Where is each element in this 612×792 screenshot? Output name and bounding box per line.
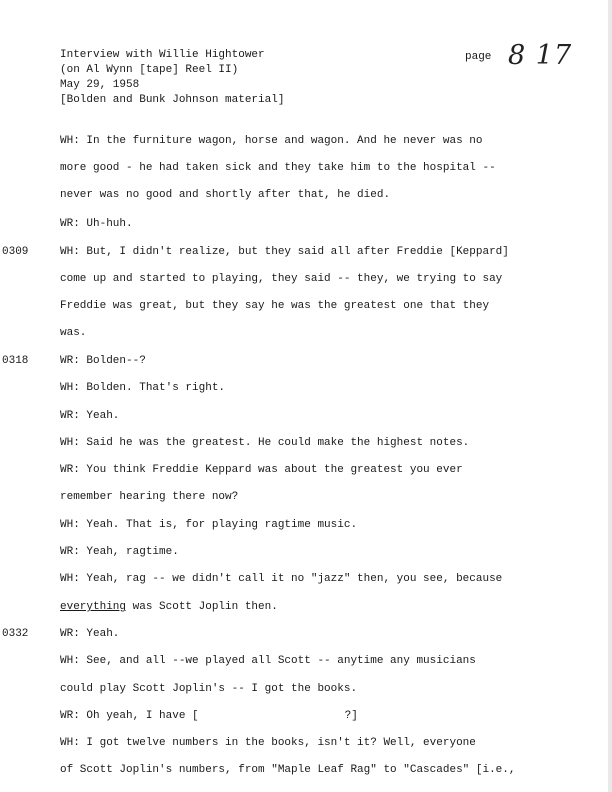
header-date: May 29, 1958 bbox=[60, 79, 140, 91]
transcript-line: WR: Bolden--? bbox=[60, 355, 146, 367]
handwritten-page-number: 8 17 bbox=[508, 40, 573, 71]
document-header bbox=[60, 48, 284, 108]
timecode: 0309 bbox=[2, 246, 29, 258]
transcript-line: WR: Yeah. bbox=[60, 628, 120, 640]
transcript-line: WH: But, I didn't realize, but they said all after Freddie [Keppard] bbox=[60, 246, 509, 258]
transcript-line: remember hearing there now? bbox=[60, 491, 239, 503]
header-tape-reference: (on Al Wynn [tape] Reel II) bbox=[60, 64, 239, 76]
line-start: WR: Oh yeah, I have [ bbox=[60, 710, 199, 722]
transcript-line: WH: See, and all --we played all Scott -- anytime any musicians bbox=[60, 655, 476, 667]
header-title: Interview with Willie Hightower bbox=[60, 49, 265, 61]
scan-edge bbox=[608, 0, 612, 792]
transcript-line: come up and started to playing, they said -- they, we trying to say bbox=[60, 273, 503, 285]
transcript-line: never was no good and shortly after that, he died. bbox=[60, 189, 391, 201]
line-end: ?] bbox=[344, 710, 358, 722]
header-subject: [Bolden and Bunk Johnson material] bbox=[60, 94, 285, 106]
transcript-line: WH: I got twelve numbers in the books, isn't it? Well, everyone bbox=[60, 737, 476, 749]
page-label: page bbox=[465, 51, 492, 63]
transcript-line: was. bbox=[60, 327, 87, 339]
transcript-line: WR: Yeah. bbox=[60, 410, 120, 422]
underlined-word: everything bbox=[60, 601, 127, 613]
transcript-line: could play Scott Joplin's -- I got the books. bbox=[60, 683, 358, 695]
transcript-line: WH: Yeah, rag -- we didn't call it no "jazz" then, you see, because bbox=[60, 573, 503, 585]
transcript-line: of Scott Joplin's numbers, from "Maple Leaf Rag" to "Cascades" [i.e., bbox=[60, 764, 516, 776]
timecode: 0318 bbox=[2, 355, 29, 367]
transcript-line: WH: In the furniture wagon, horse and wagon. And he never was no bbox=[60, 135, 483, 147]
timecode: 0332 bbox=[2, 628, 29, 640]
transcript-line bbox=[60, 710, 358, 722]
transcript-line: more good - he had taken sick and they take him to the hospital -- bbox=[60, 162, 496, 174]
transcript-line bbox=[60, 601, 278, 613]
transcript-line: WR: Yeah, ragtime. bbox=[60, 546, 179, 558]
transcript-line: WH: Said he was the greatest. He could make the highest notes. bbox=[60, 437, 470, 449]
transcript-line: WR: You think Freddie Keppard was about the greatest you ever bbox=[60, 464, 463, 476]
transcript-line: WH: Bolden. That's right. bbox=[60, 382, 226, 394]
transcript-line: WR: Uh-huh. bbox=[60, 218, 133, 230]
line-continuation: was Scott Joplin then. bbox=[126, 601, 278, 613]
transcript-line: WH: Yeah. That is, for playing ragtime music. bbox=[60, 519, 358, 531]
transcript-line: Freddie was great, but they say he was the greatest one that they bbox=[60, 300, 490, 312]
